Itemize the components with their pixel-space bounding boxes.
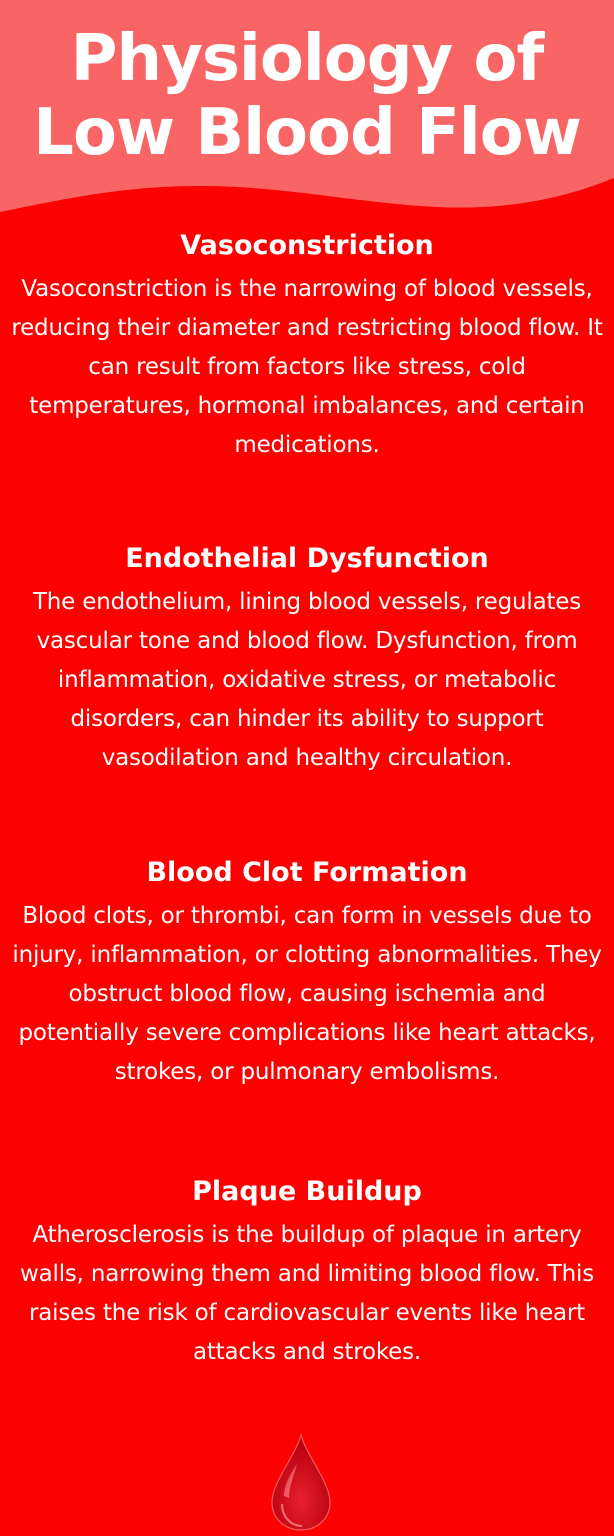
section-vasoconstriction xyxy=(0,226,614,465)
section-endothelial-dysfunction xyxy=(0,539,614,778)
section-body: Vasoconstriction is the narrowing of blood vessels, reducing their diameter and restricting blood flow. It can result from factors like stress, cold temperatures, hormonal imbalances, and certain medications. xyxy=(11,276,603,458)
page-title-line-2: Low Blood Flow xyxy=(33,96,581,170)
section-body: Blood clots, or thrombi, can form in vessels due to injury, inflammation, or clotting abnormalities. They obstruct blood flow, causing ischemia and potentially severe complications like heart attacks, strokes, or pulmonary embolisms. xyxy=(12,903,602,1085)
page-title-line-1: Physiology of xyxy=(70,22,544,96)
section-heading: Plaque Buildup xyxy=(192,1176,422,1207)
section-heading: Blood Clot Formation xyxy=(146,857,468,888)
section-blood-clot-formation xyxy=(0,853,614,1092)
section-plaque-buildup xyxy=(0,1172,614,1372)
section-heading: Endothelial Dysfunction xyxy=(125,543,489,574)
section-body: The endothelium, lining blood vessels, regulates vascular tone and blood flow. Dysfunction, from inflammation, oxidative stress, or metabolic disorders, can hinder its ability to support vasodilation and healthy circulation. xyxy=(32,589,582,771)
blood-drop-icon xyxy=(270,1432,332,1532)
section-heading: Vasoconstriction xyxy=(180,230,434,261)
header-banner xyxy=(0,0,614,230)
page-title xyxy=(0,22,614,170)
section-body: Atherosclerosis is the buildup of plaque in artery walls, narrowing them and limiting blood flow. This raises the risk of cardiovascular events like heart attacks and strokes. xyxy=(20,1222,594,1365)
